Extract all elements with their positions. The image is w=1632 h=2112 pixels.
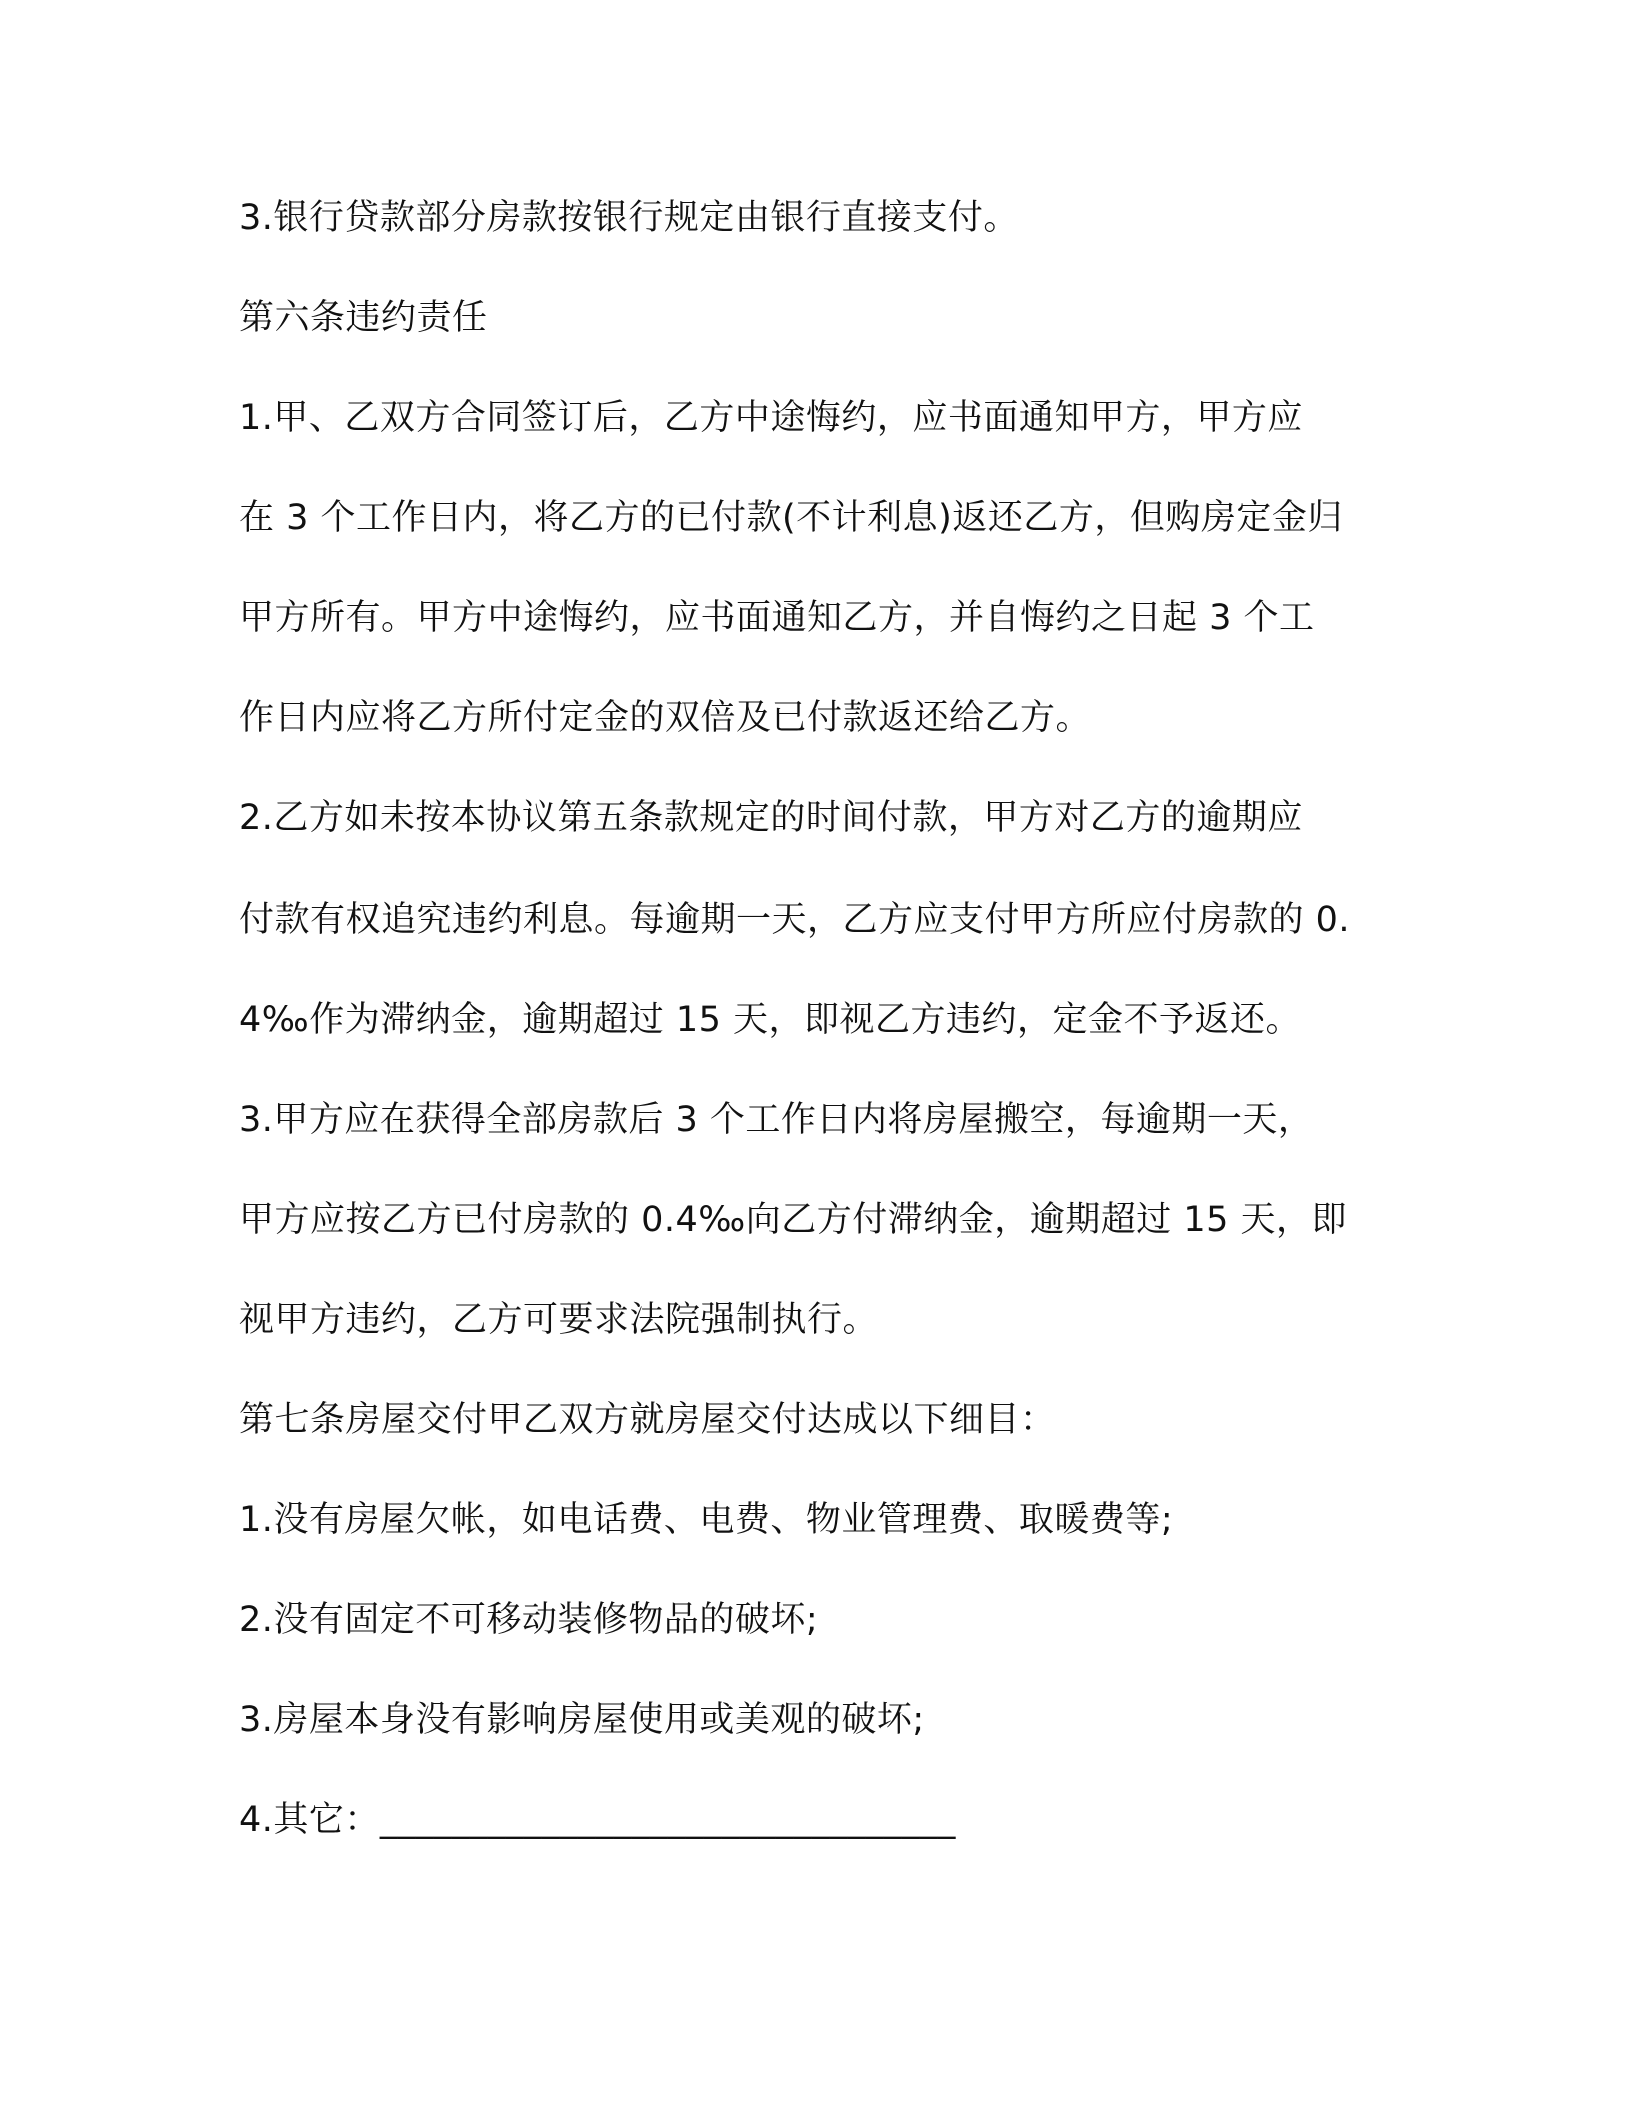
article-7-heading: 第七条房屋交付甲乙双方就房屋交付达成以下细目：	[239, 1400, 1056, 1440]
clause-6-item-1-line-4: 作日内应将乙方所付定金的双倍及已付款返还给乙方。	[239, 698, 1092, 738]
clause-6-item-1-line-1: 1.甲、乙双方合同签订后，乙方中途悔约，应书面通知甲方，甲方应	[239, 398, 1303, 438]
clause-6-item-3-line-2: 甲方应按乙方已付房款的 0.4‰向乙方付滞纳金，逾期超过 15 天，即	[239, 1200, 1348, 1240]
clause-7-item-4-blank: 4.其它：________________________________	[239, 1800, 956, 1840]
article-6-heading: 第六条违约责任	[239, 298, 488, 338]
clause-6-item-1-line-3: 甲方所有。甲方中途悔约，应书面通知乙方，并自悔约之日起 3 个工	[239, 598, 1315, 638]
clause-6-item-2-line-2: 付款有权追究违约利息。每逾期一天，乙方应支付甲方所应付房款的 0.	[239, 900, 1351, 940]
clause-5-item-3: 3.银行贷款部分房款按银行规定由银行直接支付。	[239, 198, 1019, 238]
clause-6-item-1-line-2: 在 3 个工作日内，将乙方的已付款(不计利息)返还乙方，但购房定金归	[239, 498, 1343, 538]
clause-6-item-3-line-1: 3.甲方应在获得全部房款后 3 个工作日内将房屋搬空，每逾期一天，	[239, 1100, 1314, 1140]
clause-7-item-2: 2.没有固定不可移动装修物品的破坏;	[239, 1600, 819, 1640]
clause-6-item-3-line-3: 视甲方违约，乙方可要求法院强制执行。	[239, 1300, 879, 1340]
clause-6-item-2-line-1: 2.乙方如未按本协议第五条款规定的时间付款，甲方对乙方的逾期应	[239, 798, 1303, 838]
clause-7-item-3: 3.房屋本身没有影响房屋使用或美观的破坏;	[239, 1700, 925, 1740]
clause-6-item-2-line-3: 4‰作为滞纳金，逾期超过 15 天，即视乙方违约，定金不予返还。	[239, 1000, 1302, 1040]
clause-7-item-1: 1.没有房屋欠帐，如电话费、电费、物业管理费、取暖费等;	[239, 1500, 1174, 1540]
